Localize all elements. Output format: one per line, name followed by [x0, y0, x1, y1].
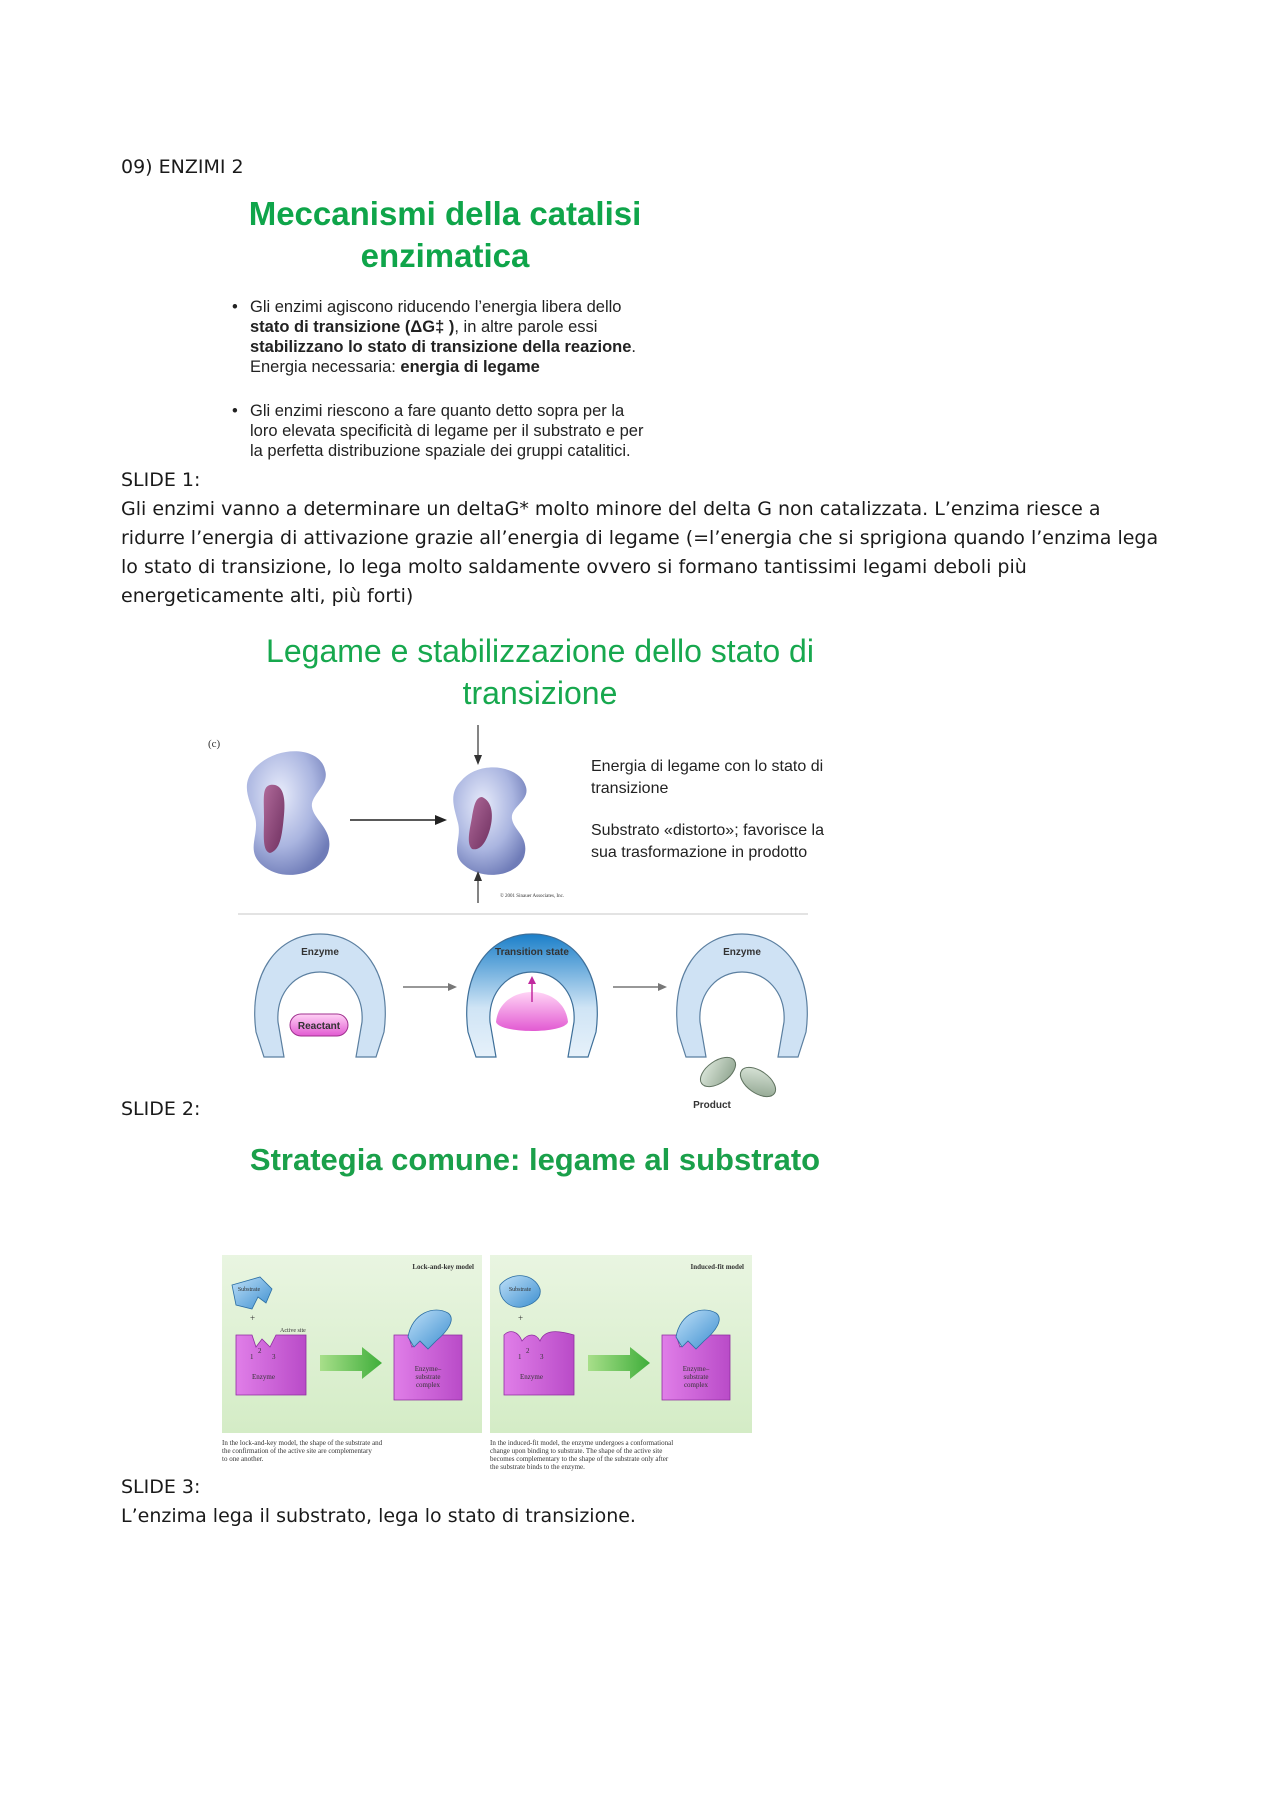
svg-text:substrate: substrate	[683, 1373, 709, 1381]
svg-text:complex: complex	[415, 1381, 441, 1389]
svg-text:change upon binding to substra: change upon binding to substrate. The shape of the active site	[490, 1447, 663, 1455]
svg-text:the confirmation of the active: the confirmation of the active site are complementary	[222, 1447, 372, 1455]
slide3-label: SLIDE 3:	[121, 1476, 201, 1498]
reactant-label: Reactant	[297, 1021, 341, 1032]
svg-text:complex: complex	[683, 1381, 709, 1389]
slide2-annotations: Energia di legame con lo stato di transizione Substrato «distorto»; favorisce la sua trasformazione in prodotto	[591, 758, 825, 861]
enzyme-left-icon	[247, 751, 330, 875]
slide2-title-line1: Legame e stabilizzazione dello stato di	[266, 633, 814, 669]
svg-text:Substrate: Substrate	[508, 1287, 532, 1293]
slide1-bullet-2: • Gli enzimi riescono a fare quanto detto sopra per la loro elevata specificità di legame per il substrato e per la perfetta distribuzione spaziale dei gruppi catalitici.	[250, 401, 760, 461]
slide2-title-line2: transizione	[462, 675, 618, 711]
paragraph-1: Gli enzimi vanno a determinare un deltaG* molto minore del delta G non catalizzata. L’enzima riesce a ridurre l’energia di attivazione grazie all’energia di legame (=l’energia che si sprigiona quando l’enzima lega lo stato di transizione, lo lega molto saldamente ovvero si formano tantissimi legami deboli più energeticamente alti, più forti)	[121, 498, 1159, 607]
svg-text:3: 3	[272, 1353, 276, 1361]
paragraph-3: L’enzima lega il substrato, lega lo stato di transizione.	[121, 1505, 636, 1527]
svg-text:1: 1	[518, 1353, 522, 1361]
svg-text:3: 3	[540, 1353, 544, 1361]
induced-fit-header: Induced-fit model	[690, 1263, 744, 1271]
arrow-head-icon	[435, 815, 447, 825]
enzyme-models-figure	[222, 1255, 752, 1473]
svg-text:Enzyme–: Enzyme–	[414, 1365, 442, 1373]
svg-text:substrate: substrate	[415, 1373, 441, 1381]
slide1-title-line2: enzimatica	[360, 237, 530, 274]
substrate-label: Substrate	[237, 1287, 261, 1293]
enzyme-right-icon	[453, 767, 526, 874]
svg-text:+: +	[518, 1313, 524, 1323]
slide1-bullet-1: • Gli enzimi agiscono riducendo l’energia libera dello stato di transizione (ΔG‡ ), in altre parole essi stabilizzano lo stato di transizione della reazione. Energia necessaria: energia di legame	[250, 297, 760, 377]
slide2-label: SLIDE 2:	[121, 1098, 201, 1120]
slide1-title	[200, 193, 690, 277]
transition-state-label: Transition state	[495, 947, 569, 958]
enzyme-right-label: Enzyme	[520, 1373, 543, 1381]
slide1-image	[200, 193, 760, 485]
slide3-title: Strategia comune: legame al substrato	[249, 1142, 821, 1177]
copyright-text: © 2001 Sinauer Associates, Inc.	[500, 894, 565, 899]
svg-text:1: 1	[250, 1353, 254, 1361]
figure-c-label: (c)	[208, 738, 221, 750]
active-site-label: Active site	[280, 1328, 306, 1334]
svg-text:to one another.: to one another.	[222, 1455, 264, 1463]
slide1-label: SLIDE 1:	[121, 469, 201, 491]
slide1-bullets	[228, 297, 760, 461]
arrow-top-icon	[474, 755, 482, 765]
svg-text:In the lock-and-key model, the: In the lock-and-key model, the shape of the substrate and	[222, 1439, 383, 1447]
enzyme-left-label: Enzyme	[252, 1373, 275, 1381]
transition-state-figure	[238, 912, 808, 1114]
svg-text:becomes complementary to the s: becomes complementary to the shape of the substrate only after	[490, 1455, 669, 1463]
lock-and-key-header: Lock-and-key model	[412, 1263, 474, 1271]
svg-text:+: +	[250, 1313, 256, 1323]
svg-text:Enzyme–: Enzyme–	[682, 1365, 710, 1373]
svg-text:2: 2	[258, 1347, 262, 1355]
slide1-title-line1: Meccanismi della catalisi	[248, 195, 642, 232]
enzyme-flexible-icon	[504, 1332, 574, 1395]
svg-text:the substrate binds to the enz: the substrate binds to the enzyme.	[490, 1463, 585, 1471]
enzyme-2-label: Enzyme	[723, 947, 761, 958]
svg-text:2: 2	[526, 1347, 530, 1355]
svg-text:In the induced-fit model, the: In the induced-fit model, the enzyme undergoes a conformational	[490, 1439, 674, 1447]
slide2-title	[180, 630, 900, 714]
enzyme-1-label: Enzyme	[301, 947, 339, 958]
document-title: 09) ENZIMI 2	[121, 156, 244, 178]
product-label: Product	[693, 1100, 731, 1111]
